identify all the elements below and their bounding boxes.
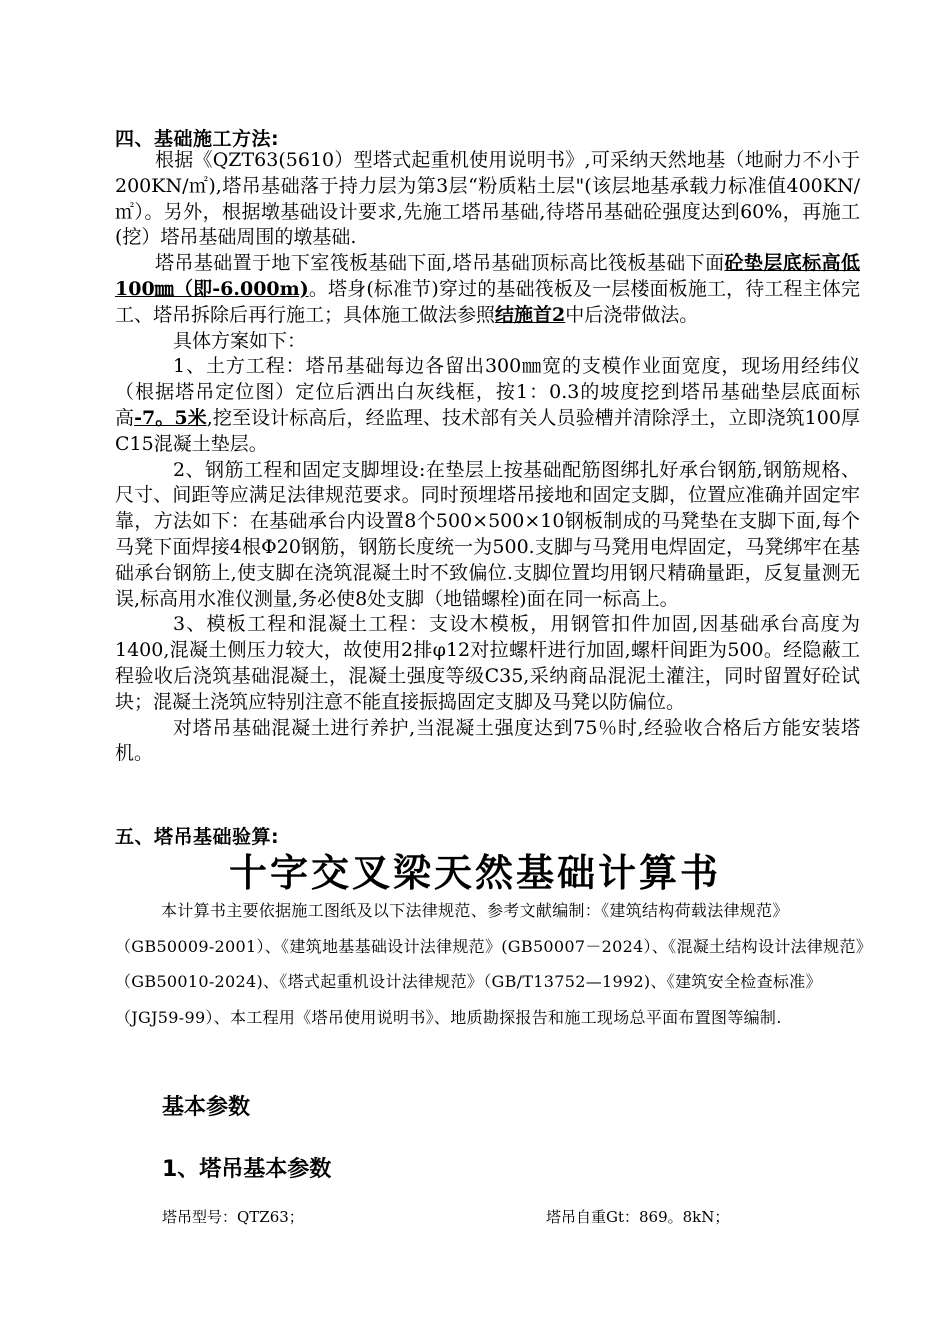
section-4-body [115, 148, 860, 767]
paragraph-earthwork [115, 354, 860, 457]
text-segment: 中后浇带做法。 [565, 303, 699, 326]
paragraph-formwork-concrete: 3、模板工程和混凝土工程：支设木模板，用钢管扣件加固,因基础承台高度为1400,混凝土侧压力较大，故使用2排φ12对拉螺杆进行加固,螺杆间距为500。经隐蔽工程验收后浇筑基础混凝土，混凝土强度等级C35,采纳商品混泥土灌注，同时留置好砼试块；混凝土浇筑应特别注意不能直接振捣固定支脚及马凳以防偏位。 [115, 613, 860, 713]
paragraph-plan-intro: 具体方案如下： [173, 329, 307, 352]
intro-paragraph: 本计算书主要依据施工图纸及以下法律规范、参考文献编制：《建筑结构荷载法律规范》（GB50009-2001）、《建筑地基基础设计法律规范》(GB50007－2024）、《混凝土结构设计法律规范》（GB50010-2024)、《塔式起重机设计法律规范》（GB/T13752—1992)、《建筑安全检查标准》（JGJ59-99）、本工程用《塔吊使用说明书》、地质勘探报告和施工现场总平面布置图等编制. [115, 901, 865, 1027]
text-segment: 1、土方工程：塔吊基础每边各留出300㎜宽的支模作业面宽度，现场用经纬仪（根据塔吊定位图）定位后洒出白灰线框，按1：0.3的坡度挖到塔吊基础垫层底面标高 [115, 355, 860, 429]
text-segment: 。塔身(标准节)穿过的基础筏板及一层楼面板施工，待工程主体完工、塔吊拆除后再行施工；具体施工做法参照 [115, 277, 861, 326]
crane-model-param: 塔吊型号：QTZ63； [162, 1208, 304, 1226]
paragraph-foundation-position [115, 251, 860, 328]
paragraph-curing: 对塔吊基础混凝土进行养护,当混凝土强度达到75％时,经验收合格后方能安装塔机。 [115, 716, 860, 765]
crane-params-heading: 1、塔吊基本参数 [162, 1157, 332, 1182]
text-segment: 塔吊基础置于地下室筏板基础下面,塔吊基础顶标高比筏板基础下面 [155, 252, 725, 275]
underlined-excavation-level: -7。5米 [134, 406, 207, 429]
section-4-heading: 四、基础施工方法: [115, 128, 280, 150]
paragraph-foundation-basis: 根据《QZT63(5610）型塔式起重机使用说明书》,可采纳天然地基（地耐力不小于200KN/㎡),塔吊基础落于持力层为第3层“粉质粘土层"(该层地基承载力标准值400KN/㎡）。另外，根据墩基础设计要求,先施工塔吊基础,待塔吊基础砼强度达到60%，再施工(挖）塔吊基础周围的墩基础. [115, 149, 860, 249]
underlined-elevation: 砼垫层底标高低100㎜（即-6.000m) [115, 252, 860, 300]
calc-book-intro [115, 893, 865, 1035]
basic-params-heading: 基本参数 [162, 1095, 251, 1120]
paragraph-rebar: 2、钢筋工程和固定支脚埋设:在垫层上按基础配筋图绑扎好承台钢筋,钢筋规格、尺寸、间距等应满足法律规范要求。同时预埋塔吊接地和固定支脚，位置应准确并固定牢靠，方法如下：在基础承台内设置8个500×500×10钢板制成的马凳垫在支脚下面,每个马凳下面焊接4根Φ20钢筋，钢筋长度统一为500.支脚与马凳用电焊固定，马凳绑牢在基础承台钢筋上,使支脚在浇筑混凝土时不致偏位.支脚位置均用钢尺精确量距，反复量测无误,标高用水准仪测量,务必使8处支脚（地锚螺栓)面在同一标高上。 [115, 458, 860, 610]
underlined-drawing-ref: 结施首2 [495, 303, 566, 326]
section-5-heading: 五、塔吊基础验算: [115, 826, 280, 848]
crane-weight-param: 塔吊自重Gt：869。8kN； [546, 1208, 730, 1226]
calc-book-title: 十字交叉梁天然基础计算书 [228, 851, 721, 895]
text-segment: ,挖至设计标高后，经监理、技术部有关人员验槽并清除浮土，立即浇筑100厚C15混凝土垫层。 [115, 406, 860, 455]
